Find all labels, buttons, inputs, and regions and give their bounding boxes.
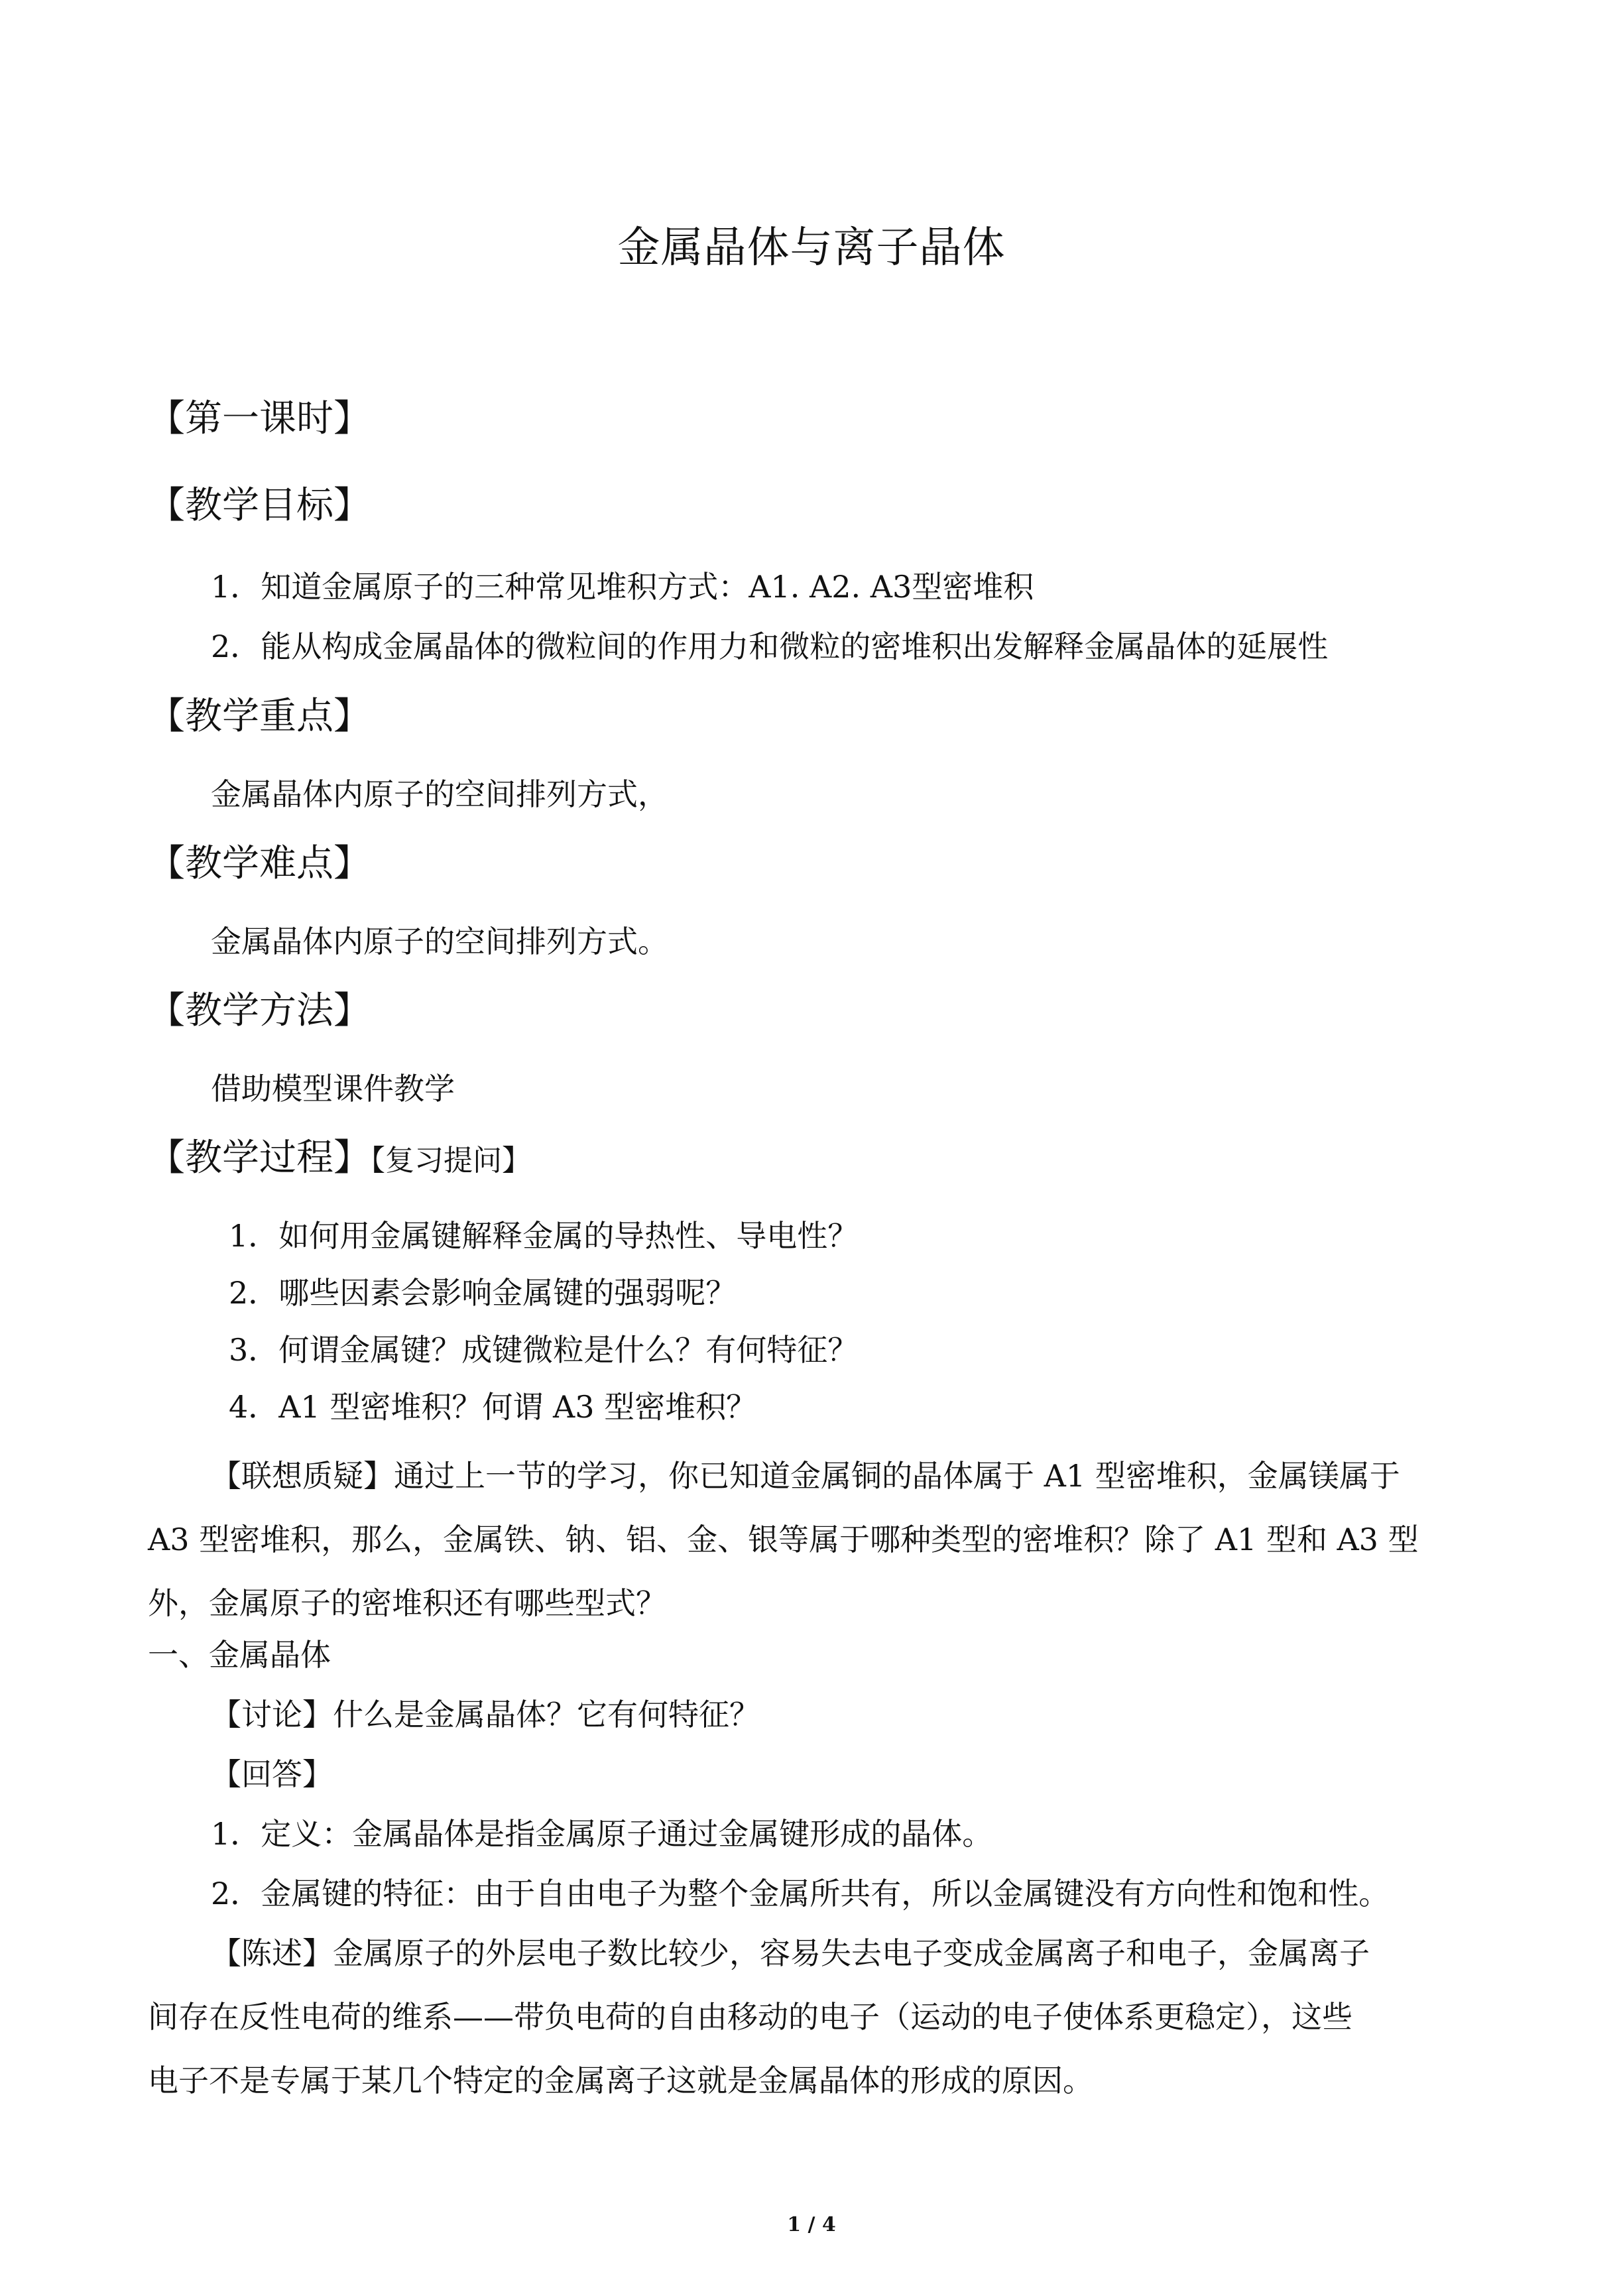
key-points-text: 金属晶体内原子的空间排列方式， xyxy=(211,776,668,812)
paragraph-line: 电子不是专属于某几个特定的金属离子这就是金属晶体的形成的原因。 xyxy=(148,2063,1093,2098)
answer-item: 2．金属键的特征：由于自由电子为整个金属所共有，所以金属键没有方向性和饱和性。 xyxy=(211,1876,1390,1911)
review-question: 2．哪些因素会影响金属键的强弱呢？ xyxy=(229,1275,737,1311)
association-paragraph xyxy=(148,1444,1474,1635)
objectives-heading: 【教学目标】 xyxy=(148,484,371,527)
process-heading-main: 【教学过程】 xyxy=(148,1136,371,1179)
paragraph-line: 外，金属原子的密堆积还有哪些型式？ xyxy=(148,1585,666,1621)
objective-item: 2．能从构成金属晶体的微粒间的作用力和微粒的密堆积出发解释金属晶体的延展性 xyxy=(211,629,1329,664)
difficulty-heading: 【教学难点】 xyxy=(148,842,371,885)
page-number: 1 / 4 xyxy=(787,2213,836,2236)
lesson-heading: 【第一课时】 xyxy=(148,397,371,440)
review-question: 4．A1 型密堆积？何谓 A3 型密堆积？ xyxy=(229,1389,757,1425)
process-heading xyxy=(148,1128,531,1181)
paragraph-line: 间存在反性电荷的维系——带负电荷的自由移动的电子（运动的电子使体系更稳定），这些 xyxy=(148,1999,1352,2035)
process-heading-sub: 【复习提问】 xyxy=(371,1144,531,1178)
answer-label: 【回答】 xyxy=(211,1756,333,1792)
difficulty-text: 金属晶体内原子的空间排列方式。 xyxy=(211,924,668,959)
paragraph-line: A3 型密堆积，那么，金属铁、钠、铝、金、银等属于哪种类型的密堆积？除了 A1 型和 A3 型 xyxy=(148,1522,1419,1557)
paragraph-line: 【联想质疑】通过上一节的学习，你已知道金属铜的晶体属于 A1 型密堆积，金属镁属于 xyxy=(211,1458,1400,1494)
paragraph-line: 【陈述】金属原子的外层电子数比较少，容易失去电子变成金属离子和电子，金属离子 xyxy=(211,1935,1370,1971)
method-text: 借助模型课件教学 xyxy=(211,1071,455,1107)
review-question: 1．如何用金属键解释金属的导热性、导电性？ xyxy=(229,1218,859,1254)
key-points-heading: 【教学重点】 xyxy=(148,695,371,738)
part-one-heading: 一、金属晶体 xyxy=(148,1637,331,1673)
discussion-text: 【讨论】什么是金属晶体？它有何特征？ xyxy=(211,1697,760,1732)
objective-item: 1．知道金属原子的三种常见堆积方式：A1. A2. A3型密堆积 xyxy=(211,569,1034,605)
review-question: 3．何谓金属键？成键微粒是什么？有何特征？ xyxy=(229,1332,859,1368)
method-heading: 【教学方法】 xyxy=(148,989,371,1032)
statement-paragraph xyxy=(148,1921,1474,2112)
answer-item: 1．定义：金属晶体是指金属原子通过金属键形成的晶体。 xyxy=(211,1816,993,1852)
page-title: 金属晶体与离子晶体 xyxy=(617,223,1006,272)
